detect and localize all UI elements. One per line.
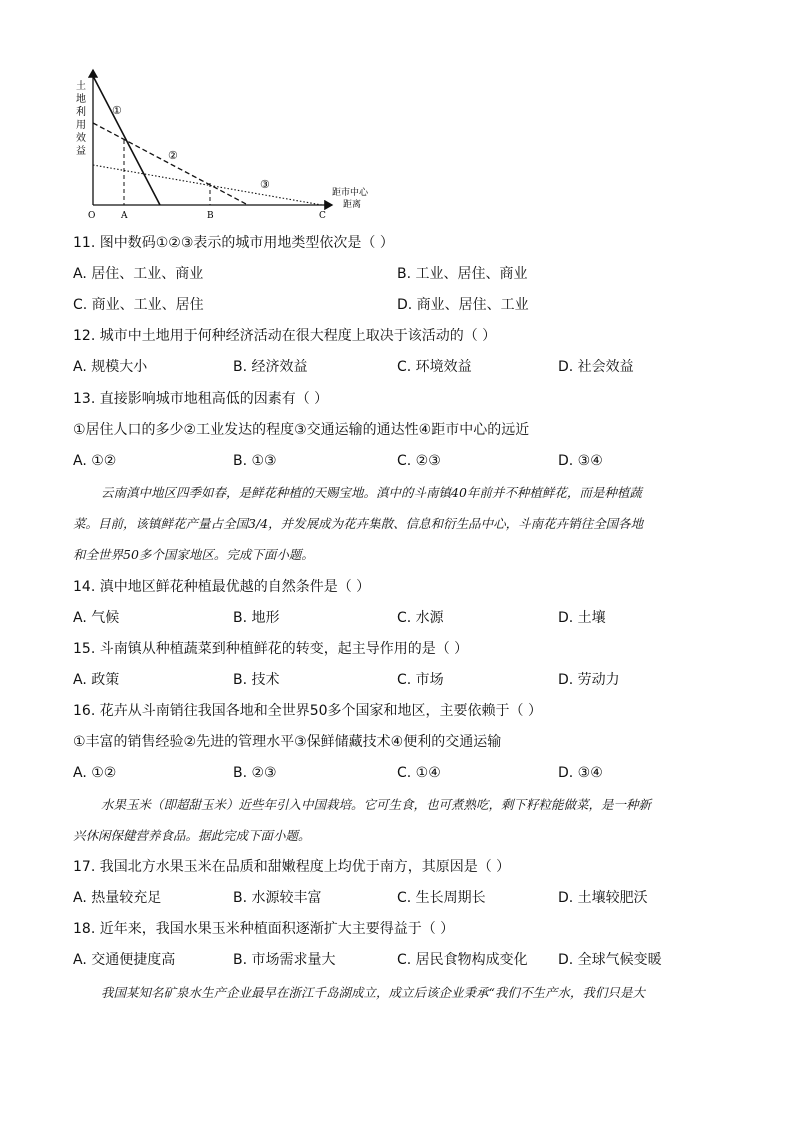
question-15-option-b[interactable]: B. 技术 bbox=[233, 672, 280, 688]
question-13-option-b[interactable]: B. ①③ bbox=[233, 453, 277, 469]
question-17-option-d[interactable]: D. 土壤较肥沃 bbox=[558, 890, 648, 906]
passage-1-line-1: 云南滇中地区四季如春，是鲜花种植的天赐宝地。滇中的斗南镇40年前并不种植鲜花，而是种植蔬 bbox=[101, 485, 642, 500]
y-label-5: 效 bbox=[76, 133, 86, 144]
question-18-option-b[interactable]: B. 市场需求量大 bbox=[233, 952, 336, 968]
question-17-option-b[interactable]: B. 水源较丰富 bbox=[233, 890, 322, 906]
land-use-benefit-diagram bbox=[60, 62, 380, 227]
question-14-option-a[interactable]: A. 气候 bbox=[73, 610, 120, 626]
passage-1-line-3: 和全世界50多个国家地区。完成下面小题。 bbox=[73, 547, 314, 562]
question-12-option-a[interactable]: A. 规模大小 bbox=[73, 359, 148, 375]
question-14-option-b[interactable]: B. 地形 bbox=[233, 610, 280, 626]
curve-1-line bbox=[93, 76, 160, 205]
question-16-option-c[interactable]: C. ①④ bbox=[397, 765, 441, 781]
question-13-option-d[interactable]: D. ③④ bbox=[558, 453, 603, 469]
curve-3-line bbox=[93, 165, 322, 205]
curve-label-1: ① bbox=[112, 104, 122, 117]
curve-label-3: ③ bbox=[260, 178, 270, 191]
question-11-option-d[interactable]: D. 商业、居住、工业 bbox=[397, 297, 529, 313]
question-12-option-d[interactable]: D. 社会效益 bbox=[558, 359, 634, 375]
question-15-stem: 15. 斗南镇从种植蔬菜到种植鲜花的转变，起主导作用的是（ ） bbox=[73, 641, 469, 657]
question-16-option-a[interactable]: A. ①② bbox=[73, 765, 117, 781]
question-13-stem: 13. 直接影响城市地租高低的因素有（ ） bbox=[73, 391, 329, 407]
y-label-2: 地 bbox=[76, 94, 86, 105]
curve-label-2: ② bbox=[168, 149, 178, 162]
question-11-option-a[interactable]: A. 居住、工业、商业 bbox=[73, 266, 204, 282]
x-label-line2: 距离 bbox=[343, 200, 362, 210]
question-13-statements: ①居住人口的多少②工业发达的程度③交通运输的通达性④距市中心的远近 bbox=[73, 422, 530, 438]
x-label-line1: 距市中心 bbox=[332, 188, 369, 198]
passage-mineral-water bbox=[73, 984, 723, 1015]
question-13-option-c[interactable]: C. ②③ bbox=[397, 453, 441, 469]
question-16-option-b[interactable]: B. ②③ bbox=[233, 765, 277, 781]
question-12-stem: 12. 城市中土地用于何种经济活动在很大程度上取决于该活动的（ ） bbox=[73, 328, 497, 344]
passage-1-line-2: 菜。目前，该镇鲜花产量占全国3/4，并发展成为花卉集散、信息和衍生品中心，斗南花卉销往全国各地 bbox=[73, 516, 644, 531]
y-label-6: 益 bbox=[76, 146, 86, 157]
question-18-option-a[interactable]: A. 交通便捷度高 bbox=[73, 952, 176, 968]
passage-flowers bbox=[73, 484, 723, 577]
curve-2-line bbox=[93, 123, 248, 205]
question-13-option-a[interactable]: A. ①② bbox=[73, 453, 117, 469]
question-17-stem: 17. 我国北方水果玉米在品质和甜嫩程度上均优于南方，其原因是（ ） bbox=[73, 859, 511, 875]
question-11-stem: 11. 图中数码①②③表示的城市用地类型依次是（ ） bbox=[73, 235, 394, 251]
y-label-4: 用 bbox=[76, 120, 86, 131]
tick-b-label: B bbox=[207, 211, 214, 221]
question-17-option-c[interactable]: C. 生长周期长 bbox=[397, 890, 486, 906]
question-14-option-d[interactable]: D. 土壤 bbox=[558, 610, 606, 626]
question-11-option-b[interactable]: B. 工业、居住、商业 bbox=[397, 266, 528, 282]
y-label-1: 土 bbox=[76, 81, 86, 92]
tick-c-label: C bbox=[319, 211, 326, 221]
question-12-option-b[interactable]: B. 经济效益 bbox=[233, 359, 308, 375]
question-18-option-c[interactable]: C. 居民食物构成变化 bbox=[397, 952, 528, 968]
tick-a-label: A bbox=[121, 211, 128, 221]
passage-corn bbox=[73, 796, 723, 858]
question-14-option-c[interactable]: C. 水源 bbox=[397, 610, 444, 626]
question-15-option-a[interactable]: A. 政策 bbox=[73, 672, 120, 688]
passage-3-line-1: 我国某知名矿泉水生产企业最早在浙江千岛湖成立，成立后该企业秉承“我们不生产水，我们只是大 bbox=[101, 985, 645, 1000]
passage-2-line-1: 水果玉米（即超甜玉米）近些年引入中国栽培。它可生食，也可煮熟吃，剩下籽粒能做菜，是一种新 bbox=[101, 797, 652, 812]
y-label-3: 利 bbox=[76, 107, 86, 118]
question-12-option-c[interactable]: C. 环境效益 bbox=[397, 359, 472, 375]
origin-label: O bbox=[88, 211, 96, 221]
question-18-option-d[interactable]: D. 全球气候变暖 bbox=[558, 952, 662, 968]
question-15-option-c[interactable]: C. 市场 bbox=[397, 672, 444, 688]
question-15-option-d[interactable]: D. 劳动力 bbox=[558, 672, 620, 688]
question-17-option-a[interactable]: A. 热量较充足 bbox=[73, 890, 162, 906]
question-16-stem: 16. 花卉从斗南销往我国各地和全世界50多个国家和地区，主要依赖于（ ） bbox=[73, 703, 542, 719]
question-18-stem: 18. 近年来，我国水果玉米种植面积逐渐扩大主要得益于（ ） bbox=[73, 921, 455, 937]
question-16-option-d[interactable]: D. ③④ bbox=[558, 765, 603, 781]
passage-2-line-2: 兴休闲保健营养食品。据此完成下面小题。 bbox=[73, 828, 311, 843]
question-16-statements: ①丰富的销售经验②先进的管理水平③保鲜储藏技术④便利的交通运输 bbox=[73, 734, 502, 750]
question-11-option-c[interactable]: C. 商业、工业、居住 bbox=[73, 297, 204, 313]
question-14-stem: 14. 滇中地区鲜花种植最优越的自然条件是（ ） bbox=[73, 579, 371, 595]
